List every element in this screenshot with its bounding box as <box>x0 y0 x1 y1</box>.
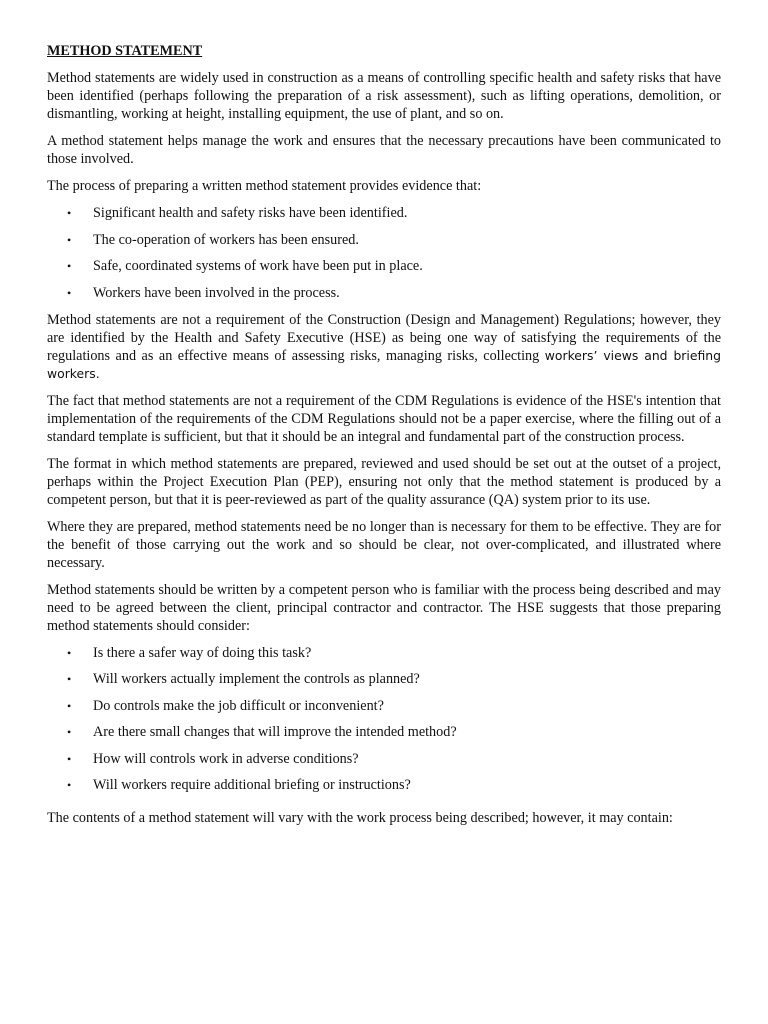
paragraph-cdm-requirement <box>47 311 721 383</box>
list-item <box>47 204 721 222</box>
bullet-icon: • <box>67 672 72 686</box>
list-item-text: The co-operation of workers has been ensured. <box>93 231 359 248</box>
list-item <box>47 644 721 662</box>
list-item-text: Do controls make the job difficult or inconvenient? <box>93 697 384 714</box>
paragraph-evidence-lead: The process of preparing a written method statement provides evidence that: <box>47 178 482 194</box>
bullet-icon: • <box>67 751 72 766</box>
paragraph-cdm-tail: workers’ views and briefing workers. <box>47 347 721 381</box>
list-item-text: Will workers actually implement the controls as planned? <box>93 671 420 687</box>
bullet-icon: • <box>67 232 72 247</box>
paragraph-contents: The contents of a method statement will vary with the work process being described; however, it may contain: <box>47 810 673 826</box>
list-item <box>47 723 721 741</box>
list-item-text: Will workers require additional briefing or instructions? <box>93 777 411 793</box>
paragraph-purpose: A method statement helps manage the work and ensures that the necessary precautions have been communicated to those involved. <box>47 133 721 167</box>
list-item <box>47 697 721 715</box>
bullet-icon: • <box>67 698 72 713</box>
paragraph-format: The format in which method statements are prepared, reviewed and used should be set out at the outset of a project, perhaps within the Project Execution Plan (PEP), ensuring not only that the method statement is produced by a competent person, but that it is peer-reviewed as part of the quality assurance (QA) system prior to its use. <box>47 455 721 508</box>
list-item-text: Are there small changes that will improve the intended method? <box>93 724 457 740</box>
list-item <box>47 231 721 249</box>
bullet-icon: • <box>67 645 72 660</box>
considerations-list <box>47 644 721 795</box>
paragraph-competent-person: Method statements should be written by a competent person who is familiar with the process being described and may need to be agreed between the client, principal contractor and contractor. The HSE suggests that those preparing method statements should consider: <box>47 581 721 634</box>
list-item <box>47 257 721 275</box>
bullet-icon: • <box>67 285 72 300</box>
paragraph-length: Where they are prepared, method statements need be no longer than is necessary for them to be effective. They are for the benefit of those carrying out the work and so should be clear, not over-complicated, and illustrated where necessary. <box>47 518 721 571</box>
paragraph-intro: Method statements are widely used in construction as a means of controlling specific health and safety risks that have been identified (perhaps following the preparation of a risk assessment), such as lifting operations, demolition, or dismantling, working at height, installing equipment, the use of plant, and so on. <box>47 70 721 122</box>
list-item-text: How will controls work in adverse conditions? <box>93 750 359 767</box>
list-item <box>47 750 721 768</box>
evidence-list <box>47 204 721 302</box>
list-item-text: Is there a safer way of doing this task? <box>93 644 312 661</box>
list-item <box>47 776 721 794</box>
bullet-icon: • <box>67 725 72 739</box>
bullet-icon: • <box>67 259 72 273</box>
document-title: METHOD STATEMENT <box>47 43 203 59</box>
bullet-icon: • <box>67 778 72 792</box>
bullet-icon: • <box>67 206 72 220</box>
paragraph-hse-intention: The fact that method statements are not a requirement of the CDM Regulations is evidence of the HSE's intention that implementation of the requirements of the CDM Regulations should not be a paper exercise, where the filling out of a standard template is sufficient, but that it should be an integral and fundamental part of the construction process. <box>47 392 721 445</box>
list-item-text: Workers have been involved in the process. <box>93 284 340 301</box>
list-item <box>47 284 721 302</box>
list-item <box>47 670 721 688</box>
list-item-text: Safe, coordinated systems of work have been put in place. <box>93 258 423 274</box>
list-item-text: Significant health and safety risks have been identified. <box>93 205 408 221</box>
document-page <box>47 42 721 836</box>
paragraph-cdm-text: Method statements are not a requirement of the Construction (Design and Management) Regulations; however, they are identified by the Health and Safety Executive (HSE) as being one way of satisfying the requirements of the regulations and as an effective means of assessing risks, managing risks, collecting <box>47 311 721 364</box>
